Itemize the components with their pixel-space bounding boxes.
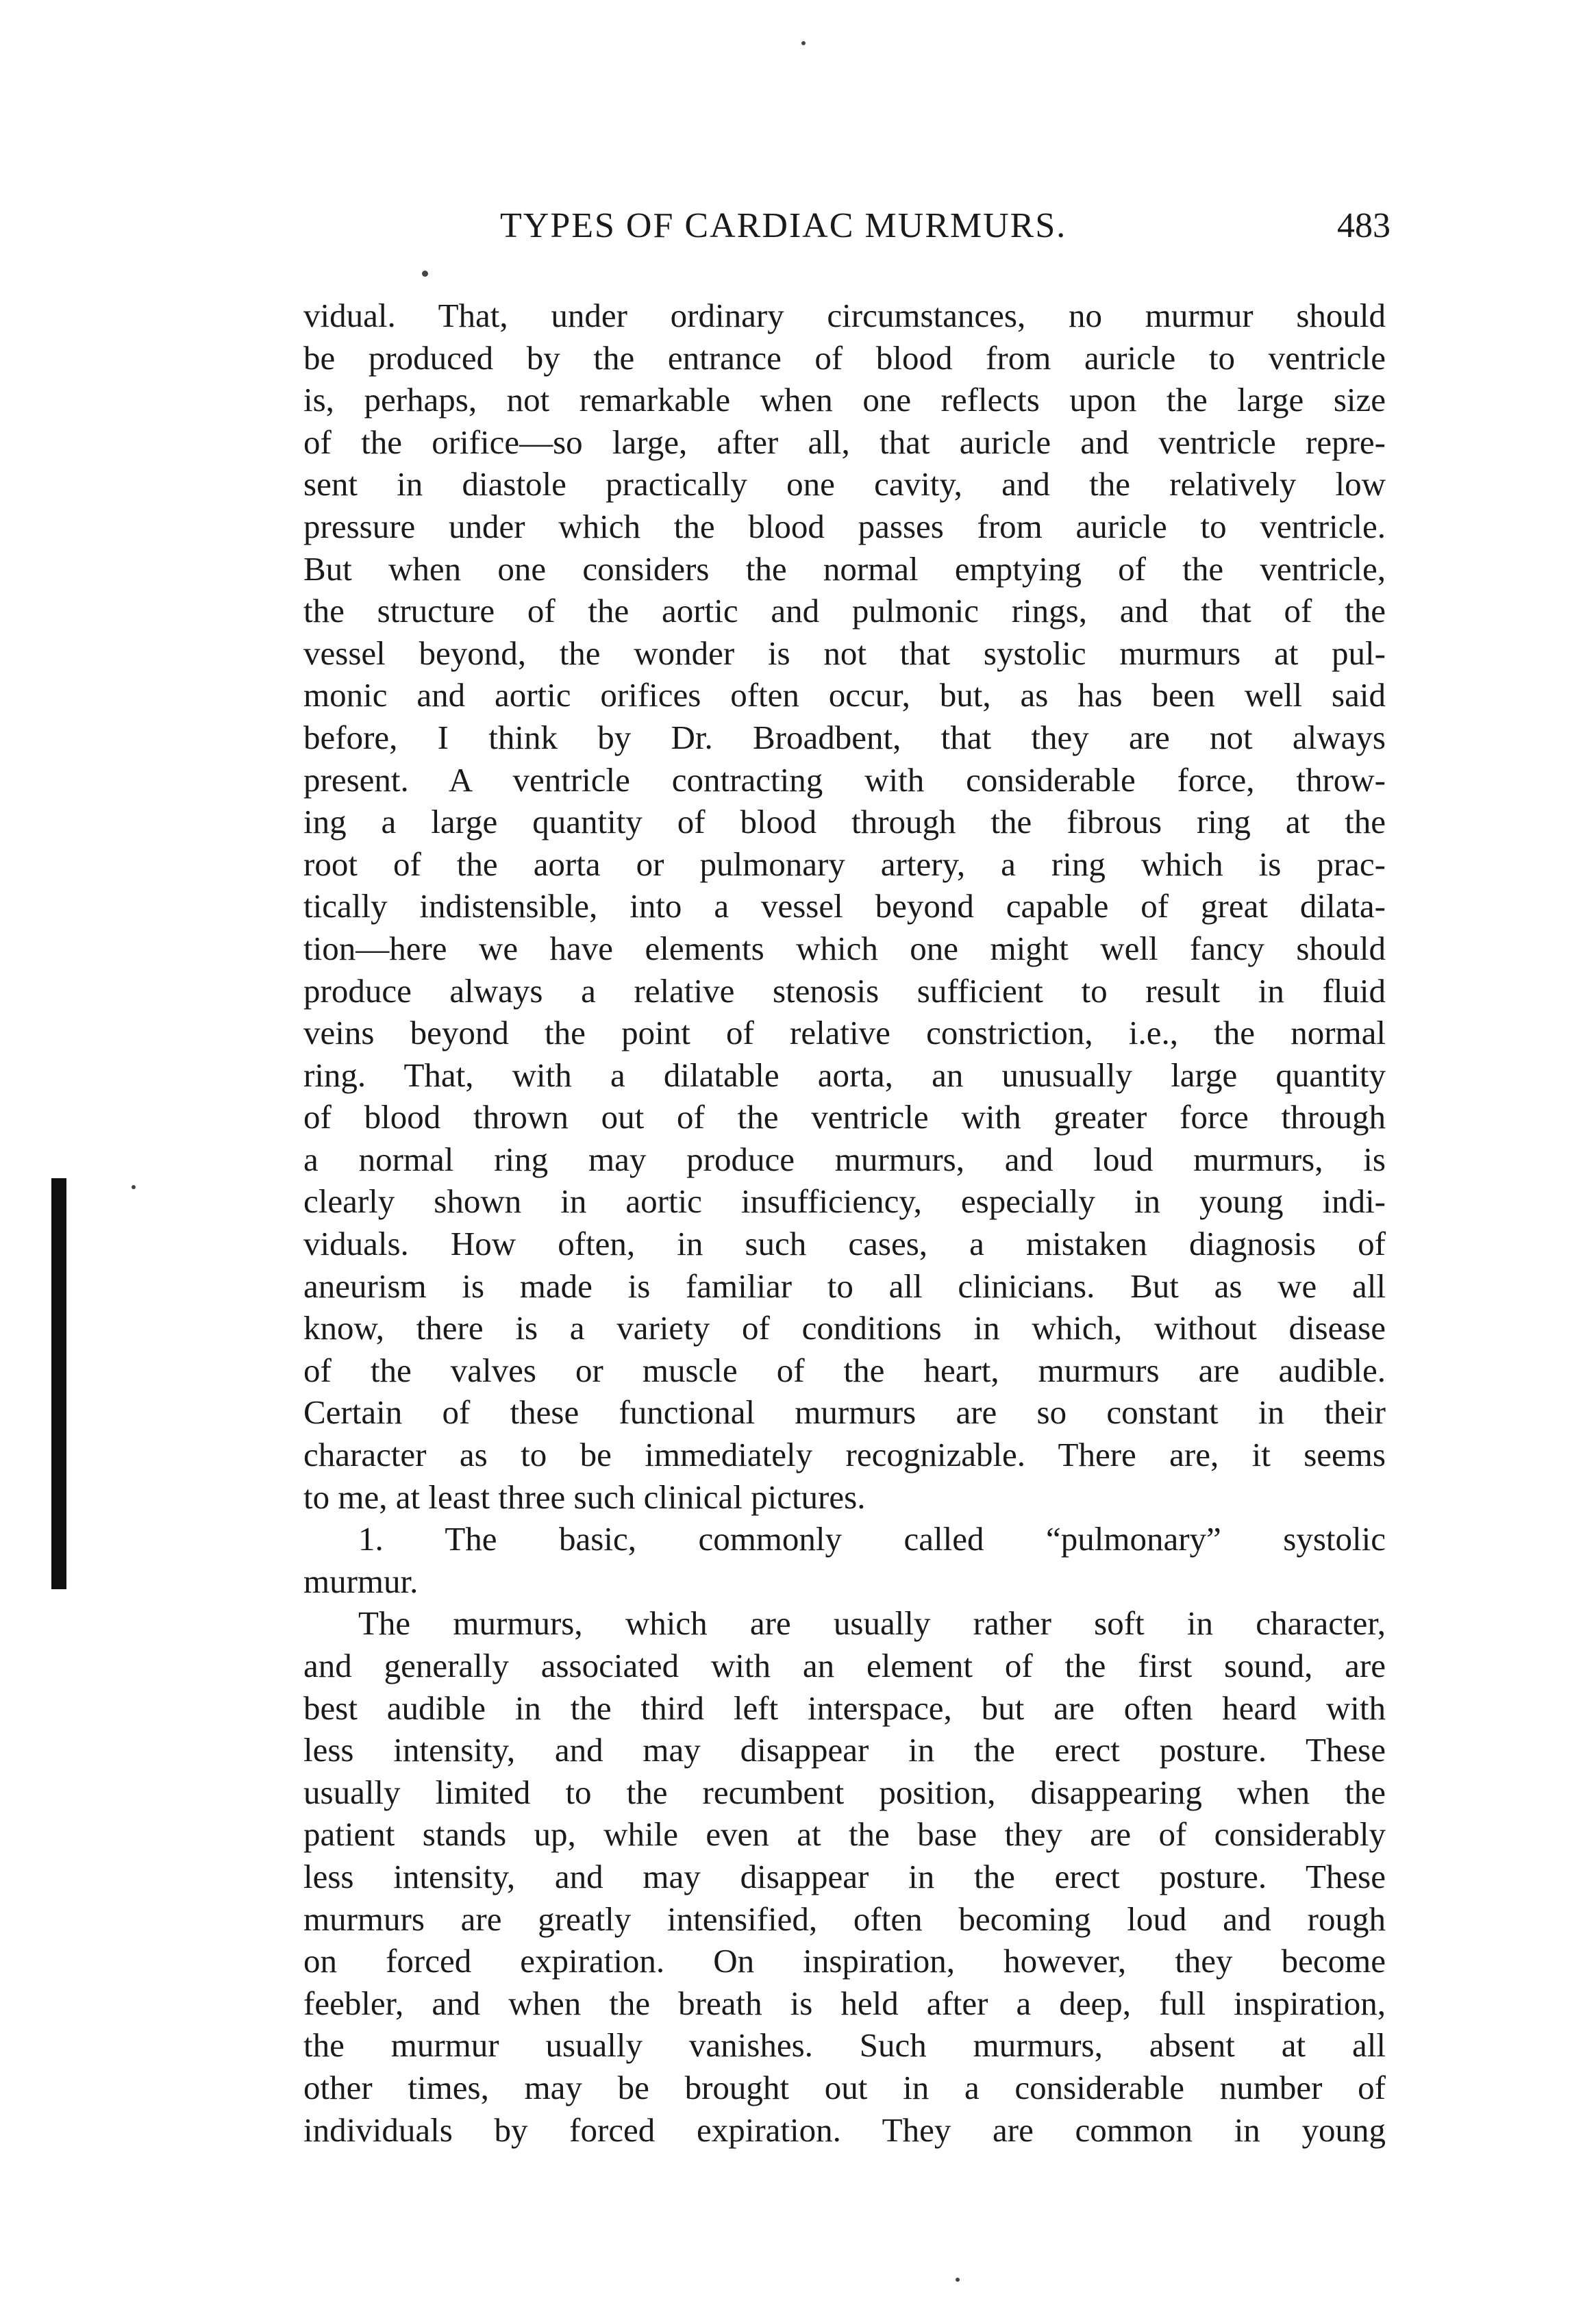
text-line: veins beyond the point of relative constriction, i.e., the normal	[303, 1014, 1386, 1052]
text-line: the structure of the aortic and pulmonic rings, and that of the	[303, 592, 1386, 630]
text-line: The murmurs, which are usually rather soft in character,	[358, 1604, 1386, 1643]
text-line: murmurs are greatly intensified, often becoming loud and rough	[303, 1900, 1386, 1938]
text-line: viduals. How often, in such cases, a mistaken diagnosis of	[303, 1225, 1386, 1263]
text-line: sent in diastole practically one cavity, and the relatively low	[303, 465, 1386, 503]
running-head	[500, 206, 1391, 260]
text-line: Certain of these functional murmurs are so constant in their	[303, 1393, 1386, 1432]
text-line: character as to be immediately recognizable. There are, it seems	[303, 1436, 1386, 1474]
text-line: feebler, and when the breath is held after a deep, full inspiration,	[303, 1984, 1386, 2022]
scan-speck	[132, 1185, 136, 1189]
text-line: vidual. That, under ordinary circumstances, no murmur should	[303, 297, 1386, 334]
scan-margin-bar	[51, 1178, 66, 1589]
text-line: before, I think by Dr. Broadbent, that they are not always	[303, 718, 1386, 756]
text-line: to me, at least three such clinical pictures.	[303, 1478, 866, 1516]
text-line: But when one considers the normal emptying of the ventricle,	[303, 549, 1386, 588]
page-number: 483	[1337, 206, 1391, 245]
text-line: root of the aorta or pulmonary artery, a ring which is prac-	[303, 845, 1386, 883]
scan-speck	[422, 271, 428, 277]
running-title: TYPES OF CARDIAC MURMURS.	[500, 206, 1067, 245]
text-line: usually limited to the recumbent position, disappearing when the	[303, 1773, 1386, 1811]
text-line: pressure under which the blood passes from auricle to ventricle.	[303, 507, 1386, 545]
text-line: of the orifice—so large, after all, that auricle and ventricle repre-	[303, 423, 1386, 461]
text-line: murmur.	[303, 1562, 419, 1600]
text-line: best audible in the third left interspace, but are often heard with	[303, 1689, 1386, 1727]
text-line: monic and aortic orifices often occur, but, as has been well said	[303, 676, 1386, 714]
text-line: less intensity, and may disappear in the erect posture. These	[303, 1857, 1386, 1895]
text-line: and generally associated with an element of the first sound, are	[303, 1647, 1386, 1684]
text-line: is, perhaps, not remarkable when one reflects upon the large size	[303, 381, 1386, 419]
text-line: ing a large quantity of blood through the fibrous ring at the	[303, 803, 1386, 841]
text-line: a normal ring may produce murmurs, and loud murmurs, is	[303, 1140, 1386, 1178]
text-line: tically indistensible, into a vessel beyond capable of great dilata-	[303, 887, 1386, 925]
text-line: aneurism is made is familiar to all clinicians. But as we all	[303, 1267, 1386, 1305]
text-line: of blood thrown out of the ventricle with greater force through	[303, 1098, 1386, 1136]
text-line: produce always a relative stenosis sufficient to result in fluid	[303, 971, 1386, 1010]
scan-speck	[956, 2278, 960, 2282]
text-line: on forced expiration. On inspiration, however, they become	[303, 1942, 1386, 1980]
text-line: the murmur usually vanishes. Such murmurs, absent at all	[303, 2026, 1386, 2065]
text-line: patient stands up, while even at the base they are of considerably	[303, 1815, 1386, 1854]
text-line: less intensity, and may disappear in the erect posture. These	[303, 1731, 1386, 1769]
text-line: individuals by forced expiration. They are common in young	[303, 2110, 1386, 2149]
text-line: other times, may be brought out in a considerable number of	[303, 2068, 1386, 2106]
text-line: of the valves or muscle of the heart, murmurs are audible.	[303, 1351, 1386, 1389]
text-line: vessel beyond, the wonder is not that systolic murmurs at pul-	[303, 634, 1386, 672]
text-line: be produced by the entrance of blood from auricle to ventricle	[303, 338, 1386, 377]
text-line: clearly shown in aortic insufficiency, especially in young indi-	[303, 1182, 1386, 1221]
body-text	[303, 295, 1386, 2151]
text-line: tion—here we have elements which one might well fancy should	[303, 929, 1386, 967]
scan-speck	[801, 41, 806, 45]
text-line: ring. That, with a dilatable aorta, an unusually large quantity	[303, 1056, 1386, 1094]
text-line: 1. The basic, commonly called “pulmonary” systolic	[358, 1520, 1386, 1558]
text-line: present. A ventricle contracting with considerable force, throw-	[303, 760, 1386, 799]
text-line: know, there is a variety of conditions in which, without disease	[303, 1309, 1386, 1347]
